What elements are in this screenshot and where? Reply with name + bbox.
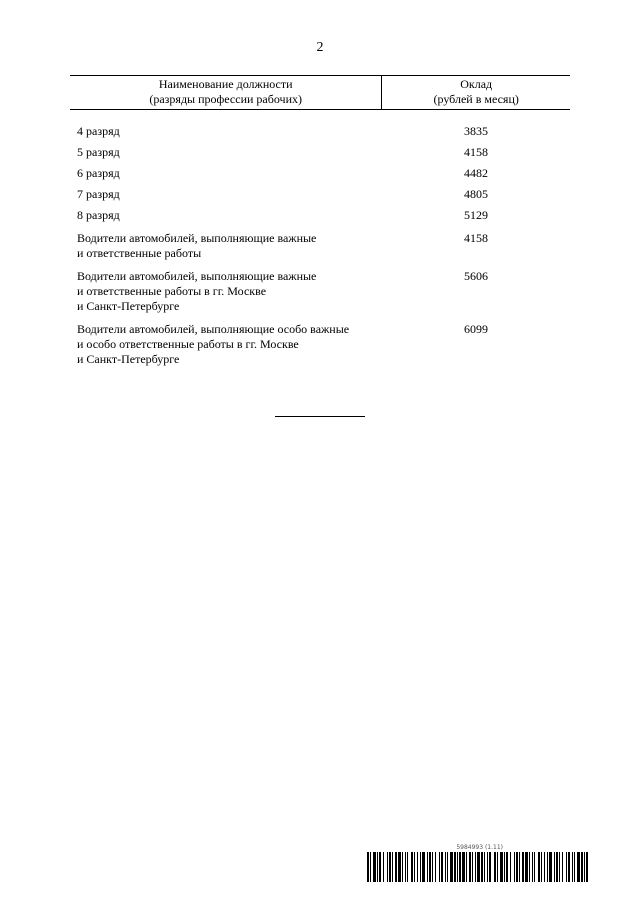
barcode-block [367, 843, 589, 882]
barcode-bar [534, 852, 535, 882]
barcode-bar [422, 852, 425, 882]
row-salary-value: 4482 [463, 166, 488, 180]
barcode-bar [559, 852, 560, 882]
row-salary-value: 5606 [463, 269, 488, 283]
barcode-bar [500, 852, 503, 882]
barcode-bar [484, 852, 485, 882]
row-salary-value: 4158 [463, 145, 488, 159]
barcode-bar [370, 852, 371, 882]
table-header-row [70, 76, 570, 110]
barcode-bar [554, 852, 555, 882]
barcode-bar [475, 852, 476, 882]
barcode-bar [525, 852, 528, 882]
barcode-bar [514, 852, 515, 882]
barcode-bar [454, 852, 456, 882]
row-position-name-line: и ответственные работы в гг. Москве [77, 284, 267, 298]
barcode-bar [532, 852, 533, 882]
barcode-icon [367, 852, 589, 882]
barcode-bar [405, 852, 406, 882]
row-position-name-line: Водители автомобилей, выполняющие важные [77, 269, 317, 283]
row-position-name [70, 226, 382, 264]
barcode-bar [457, 852, 458, 882]
header-salary [382, 76, 570, 110]
barcode-bar [487, 852, 488, 882]
barcode-bar [373, 852, 376, 882]
row-position-name: 5 разряд [77, 145, 120, 159]
table-row [70, 226, 570, 264]
barcode-bar [383, 852, 384, 882]
row-position-name-line: и особо ответственные работы в гг. Москве [77, 337, 299, 351]
row-salary-value: 5129 [463, 208, 488, 222]
barcode-bar [398, 852, 401, 882]
row-position-name: 6 разряд [77, 166, 120, 180]
header-salary-line2: (рублей в месяц) [433, 92, 519, 106]
row-position-name [70, 264, 382, 317]
page-number: 2 [316, 40, 324, 55]
table-row [70, 317, 570, 370]
barcode-bar [504, 852, 505, 882]
table-row [70, 205, 570, 226]
barcode-bar [402, 852, 403, 882]
header-salary-line1: Оклад [460, 77, 493, 91]
header-position-name-line1: Наименование должности [158, 77, 293, 91]
table-row [70, 184, 570, 205]
row-position-name: 4 разряд [77, 124, 120, 138]
barcode-bar [459, 852, 461, 882]
barcode-bar [420, 852, 421, 882]
barcode-bar [586, 852, 588, 882]
table-spacer-row [70, 110, 570, 122]
barcode-bar [477, 852, 480, 882]
barcode-bar [439, 852, 440, 882]
table-row [70, 142, 570, 163]
barcode-bar [432, 852, 433, 882]
salary-table [70, 75, 570, 370]
barcode-bar [441, 852, 443, 882]
barcode-bar [581, 852, 583, 882]
barcode-bar [519, 852, 520, 882]
barcode-bar [577, 852, 580, 882]
barcode-bar [414, 852, 415, 882]
barcode-bar [462, 852, 465, 882]
barcode-bar [392, 852, 393, 882]
barcode-bar [379, 852, 381, 882]
row-position-name-line: и ответственные работы [77, 246, 202, 260]
row-position-name-line: и Санкт-Петербурге [77, 352, 180, 366]
barcode-bar [494, 852, 496, 882]
barcode-bar [387, 852, 388, 882]
barcode-bar [429, 852, 431, 882]
barcode-caption: 5984993 (1.11) [456, 844, 503, 851]
row-salary-value: 6099 [463, 322, 488, 336]
header-position-name [70, 76, 382, 110]
barcode-bar [445, 852, 446, 882]
barcode-bar [556, 852, 558, 882]
barcode-bar [510, 852, 511, 882]
barcode-bar [395, 852, 397, 882]
barcode-bar [367, 852, 369, 882]
barcode-bar [450, 852, 453, 882]
barcode-bar [549, 852, 552, 882]
table-row [70, 264, 570, 317]
barcode-bar [506, 852, 508, 882]
barcode-bar [472, 852, 473, 882]
row-position-name: 8 разряд [77, 208, 120, 222]
barcode-bar [547, 852, 548, 882]
barcode-bar [541, 852, 542, 882]
barcode-bar [435, 852, 436, 882]
end-of-document-rule [275, 416, 365, 417]
barcode-bar [411, 852, 413, 882]
table-row [70, 121, 570, 142]
barcode-bar [497, 852, 498, 882]
barcode-bar [529, 852, 530, 882]
barcode-bar [466, 852, 467, 882]
barcode-bar [417, 852, 418, 882]
row-position-name: 7 разряд [77, 187, 120, 201]
barcode-bar [377, 852, 378, 882]
barcode-bar [572, 852, 573, 882]
barcode-bar [538, 852, 540, 882]
barcode-bar [427, 852, 428, 882]
barcode-bar [469, 852, 471, 882]
row-position-name-line: Водители автомобилей, выполняющие особо важные [77, 322, 350, 336]
salary-table-container [70, 75, 570, 370]
barcode-bar [562, 852, 563, 882]
barcode-bar [574, 852, 575, 882]
row-position-name [70, 317, 382, 370]
row-salary-value: 3835 [463, 124, 488, 138]
barcode-bar [522, 852, 524, 882]
barcode-bar [447, 852, 448, 882]
barcode-bar [489, 852, 491, 882]
header-position-name-line2: (разряды профессии рабочих) [149, 92, 303, 106]
barcode-bar [544, 852, 545, 882]
row-salary-value: 4805 [463, 187, 488, 201]
row-salary-value: 4158 [463, 231, 488, 245]
row-position-name-line: Водители автомобилей, выполняющие важные [77, 231, 317, 245]
barcode-bar [389, 852, 391, 882]
barcode-bar [407, 852, 408, 882]
barcode-bar [568, 852, 570, 882]
barcode-bar [516, 852, 518, 882]
barcode-bar [481, 852, 483, 882]
table-row [70, 163, 570, 184]
row-position-name-line: и Санкт-Петербурге [77, 299, 180, 313]
barcode-bar [566, 852, 567, 882]
barcode-bar [584, 852, 585, 882]
